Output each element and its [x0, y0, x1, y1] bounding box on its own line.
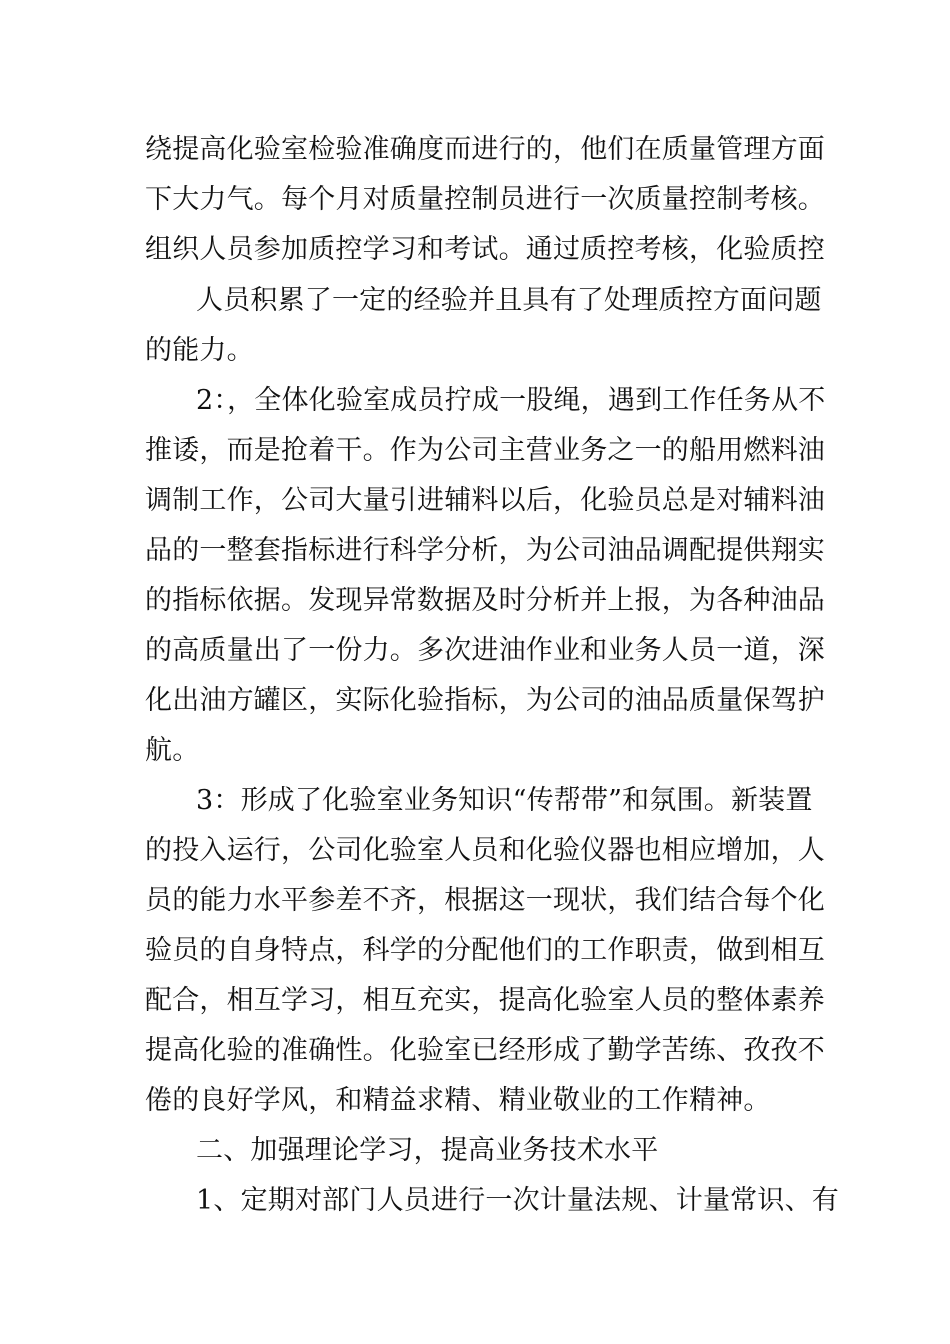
- text-line: 的投入运行，公司化验室人员和化验仪器也相应增加，人: [145, 835, 825, 866]
- text-line: 化出油方罐区，实际化验指标，为公司的油品质量保驾护: [145, 685, 825, 716]
- text-line: 倦的良好学风，和精益求精、精业敬业的工作精神。: [145, 1085, 771, 1116]
- section-heading: 二、加强理论学习，提高业务技术水平: [196, 1135, 659, 1166]
- text-line: 推诿，而是抢着干。作为公司主营业务之一的船用燃料油: [145, 435, 825, 466]
- text-line: 下大力气。每个月对质量控制员进行一次质量控制考核。: [145, 184, 825, 215]
- text-line: 绕提高化验室检验准确度而进行的，他们在质量管理方面: [145, 134, 825, 165]
- text-line: 的指标依据。发现异常数据及时分析并上报，为各种油品: [145, 585, 825, 616]
- text-line: 3：形成了化验室业务知识“传帮带”和氛围。新装置: [196, 785, 813, 816]
- text-line: 2：，全体化验室成员拧成一股绳，遇到工作任务从不: [196, 385, 826, 416]
- text-line: 的能力。: [145, 335, 254, 366]
- text-line: 航。: [145, 735, 200, 766]
- text-line: 调制工作，公司大量引进辅料以后，化验员总是对辅料油: [145, 485, 825, 516]
- text-line: 组织人员参加质控学习和考试。通过质控考核，化验质控: [145, 234, 825, 265]
- text-line: 员的能力水平参差不齐，根据这一现状，我们结合每个化: [145, 885, 825, 916]
- text-line: 的高质量出了一份力。多次进油作业和业务人员一道，深: [145, 635, 825, 666]
- text-line: 人员积累了一定的经验并且具有了处理质控方面问题: [196, 285, 822, 316]
- text-line: 验员的自身特点，科学的分配他们的工作职责，做到相互: [145, 935, 825, 966]
- text-line: 配合，相互学习，相互充实，提高化验室人员的整体素养: [145, 985, 825, 1016]
- text-line: 提高化验的准确性。化验室已经形成了勤学苦练、孜孜不: [145, 1035, 825, 1066]
- text-line: 品的一整套指标进行科学分析，为公司油品调配提供翔实: [145, 535, 825, 566]
- text-line: 1、定期对部门人员进行一次计量法规、计量常识、有: [196, 1185, 839, 1216]
